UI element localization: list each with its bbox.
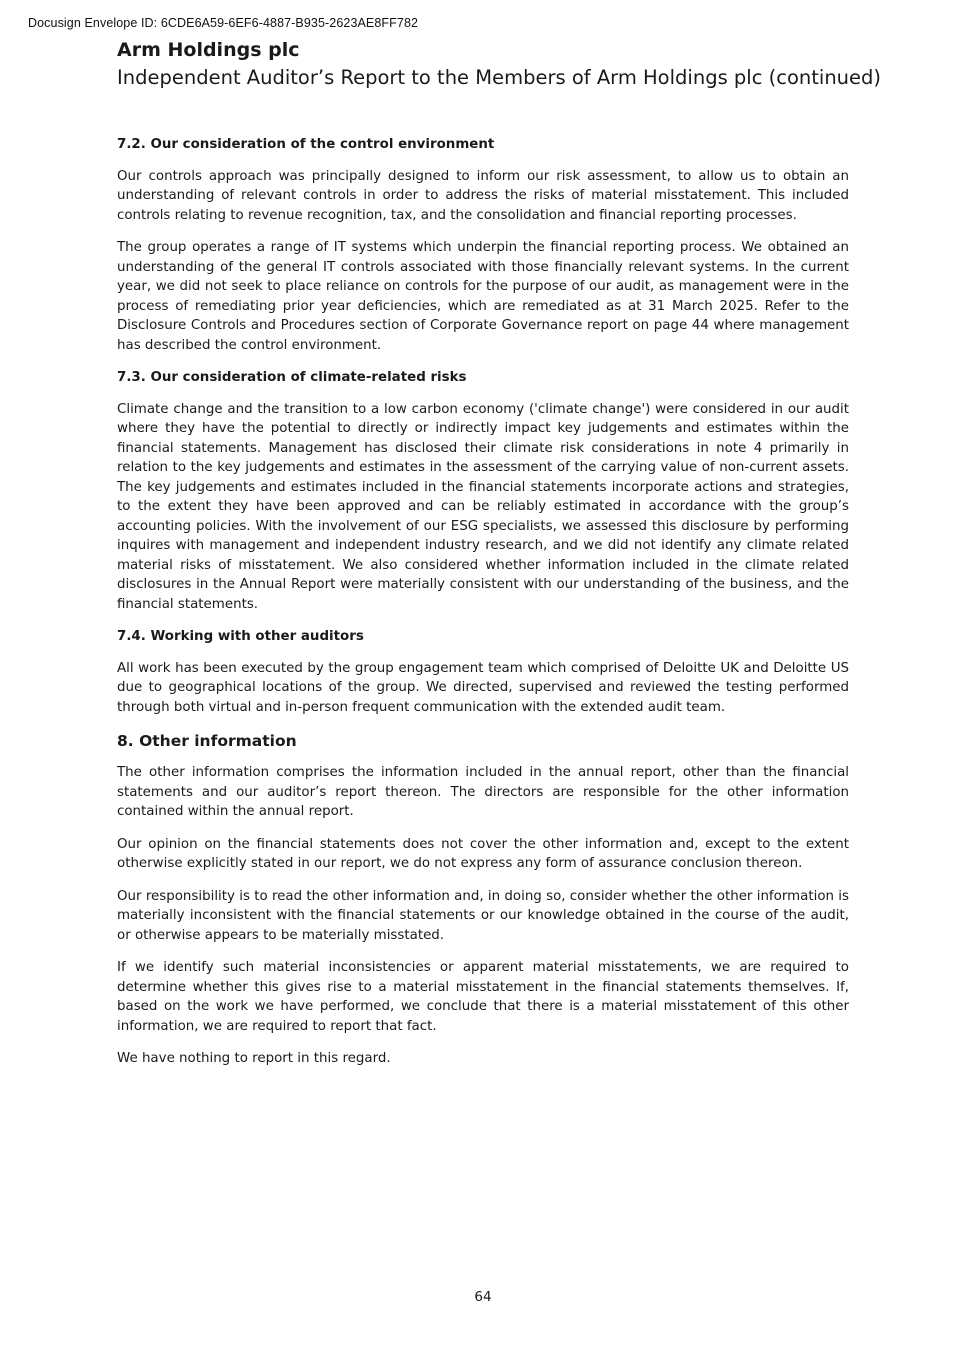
page-header bbox=[117, 36, 882, 92]
report-title: Independent Auditor’s Report to the Members of Arm Holdings plc (continued) bbox=[117, 66, 882, 89]
section-7-2-paragraph-1: Our controls approach was principally designed to inform our risk assessment, to allow us to obtain an understanding of relevant controls in order to address the risks of material misstatement. This included controls relating to revenue recognition, tax, and the consolidation and financial reporting processes. bbox=[117, 168, 849, 223]
page-number: 64 bbox=[474, 1289, 492, 1305]
section-8-paragraph-1: The other information comprises the information included in the annual report, other than the financial statements and our auditor’s report thereon. The directors are responsible for the other information contained within the annual report. bbox=[117, 765, 849, 819]
section-7-3-paragraph-1: Climate change and the transition to a low carbon economy ('climate change') were considered in our audit where they have the potential to directly or indirectly impact key judgements and estimates within the financial statements. Management has disclosed their climate risk considerations in note 4 primarily in relation to the key judgements and estimates in the assessment of the carrying value of non-current assets. The key judgements and estimates included in the financial statements incorporate actions and strategies, to the extent they have been approved and can be reliably estimated in accordance with the group’s accounting policies. With the involvement of our ESG specialists, we assessed this disclosure by performing inquires with management and independent industry research, and we did not identify any climate related material risks of misstatement. We also considered whether information included in the climate related disclosures in the Annual Report were materially consistent with our understanding of the business, and the financial statements. bbox=[117, 401, 849, 612]
docusign-envelope-id: Docusign Envelope ID: 6CDE6A59-6EF6-4887-B935-2623AE8FF782 bbox=[28, 16, 419, 30]
section-7-2-heading: 7.2. Our consideration of the control environment bbox=[117, 137, 495, 152]
company-name: Arm Holdings plc bbox=[117, 39, 300, 61]
section-7-3-heading: 7.3. Our consideration of climate-related risks bbox=[117, 370, 467, 385]
section-7-2-paragraph-2: The group operates a range of IT systems which underpin the financial reporting process. We obtained an understanding of the general IT controls associated with those financially relevant systems. In the current year, we did not seek to place reliance on controls for the purpose of our audit, as management were in the process of remediating prior year deficiencies, which are remediated as at 31 March 2025. Refer to the Disclosure Controls and Procedures section of Corporate Governance report on page 44 where management has described the control environment. bbox=[117, 240, 849, 353]
section-8-paragraph-4: If we identify such material inconsistencies or apparent material misstatements, we are required to determine whether this gives rise to a material misstatement in the financial statements themselves. If, based on the work we have performed, we conclude that there is a material misstatement of this other information, we are required to report that fact. bbox=[117, 960, 849, 1034]
section-8-heading: 8. Other information bbox=[117, 732, 297, 750]
section-8-paragraph-3: Our responsibility is to read the other information and, in doing so, consider whether the other information is materially inconsistent with the financial statements or our knowledge obtained in the course of the audit, or otherwise appears to be materially misstated. bbox=[117, 888, 849, 943]
report-body bbox=[117, 135, 849, 1082]
section-8-paragraph-2: Our opinion on the financial statements does not cover the other information and, except to the extent otherwise explicitly stated in our report, we do not express any form of assurance conclusion thereon. bbox=[117, 836, 849, 871]
section-7-4-paragraph-1: All work has been executed by the group engagement team which comprised of Deloitte UK and Deloitte US due to geographical locations of the group. We directed, supervised and reviewed the testing performed through both virtual and in-person frequent communication with the extended audit team. bbox=[117, 660, 849, 715]
section-8-paragraph-5: We have nothing to report in this regard. bbox=[117, 1051, 391, 1066]
section-7-4-heading: 7.4. Working with other auditors bbox=[117, 629, 364, 644]
